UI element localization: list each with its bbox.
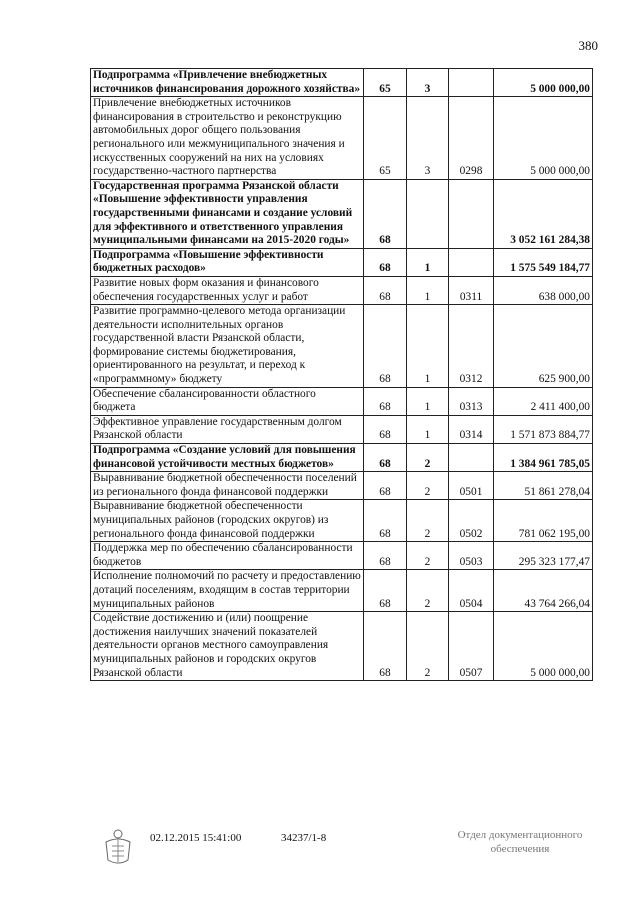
row-code-a-cell: 68	[364, 248, 407, 276]
row-amount-cell: 1 571 873 884,77	[494, 415, 593, 443]
budget-table	[90, 68, 593, 681]
row-name-cell: Исполнение полномочий по расчету и предоставлению дотаций поселениям, входящим в состав территории муниципальных районов	[91, 570, 364, 612]
row-code-b-cell: 2	[407, 570, 449, 612]
row-name-cell: Развитие новых форм оказания и финансового обеспечения государственных услуг и работ	[91, 276, 364, 304]
row-code-a-cell: 68	[364, 179, 407, 248]
row-code-c-cell: 0503	[449, 542, 494, 570]
row-code-b-cell: 2	[407, 612, 449, 681]
table-row	[91, 276, 593, 304]
row-code-b-cell: 3	[407, 97, 449, 180]
row-code-a-cell: 68	[364, 472, 407, 500]
row-code-c-cell: 0501	[449, 472, 494, 500]
footer-date: 02.12.2015 15:41:00	[150, 832, 242, 844]
row-code-a-cell: 68	[364, 612, 407, 681]
row-code-b-cell: 1	[407, 415, 449, 443]
row-amount-cell: 625 900,00	[494, 305, 593, 388]
row-code-b-cell: 3	[407, 69, 449, 97]
stamp-line-2: обеспечения	[490, 843, 550, 855]
footer	[0, 826, 640, 876]
row-amount-cell: 5 000 000,00	[494, 612, 593, 681]
row-name-cell: Эффективное управление государственным долгом Рязанской области	[91, 415, 364, 443]
page-number: 380	[578, 38, 598, 53]
row-code-c-cell: 0298	[449, 97, 494, 180]
row-name-cell: Государственная программа Рязанской области «Повышение эффективности управления государственными финансами и создание условий для эффективного и ответственного управления муниципальными финансами на 2015-2020 годы»	[91, 179, 364, 248]
row-name-cell: Развитие программно-целевого метода организации деятельности исполнительных органов государственной власти Рязанской области, формирование системы бюджетирования, ориентированного на результат, и переход к «программному» бюджету	[91, 305, 364, 388]
row-code-a-cell: 68	[364, 542, 407, 570]
table-row	[91, 97, 593, 180]
row-code-c-cell	[449, 444, 494, 472]
row-amount-cell: 638 000,00	[494, 276, 593, 304]
row-code-c-cell: 0507	[449, 612, 494, 681]
row-code-a-cell: 68	[364, 415, 407, 443]
budget-table-body	[91, 69, 593, 681]
row-code-b-cell: 2	[407, 472, 449, 500]
row-amount-cell: 5 000 000,00	[494, 69, 593, 97]
row-name-cell: Выравнивание бюджетной обеспеченности поселений из регионального фонда финансовой поддержки	[91, 472, 364, 500]
table-row	[91, 612, 593, 681]
stamp-line-1: Отдел документационного	[457, 829, 583, 841]
row-code-a-cell: 68	[364, 305, 407, 388]
row-code-a-cell: 68	[364, 500, 407, 542]
table-row	[91, 570, 593, 612]
row-code-a-cell: 65	[364, 69, 407, 97]
row-code-c-cell: 0504	[449, 570, 494, 612]
row-code-a-cell: 68	[364, 444, 407, 472]
row-code-c-cell: 0311	[449, 276, 494, 304]
row-code-c-cell	[449, 248, 494, 276]
row-name-cell: Подпрограмма «Привлечение внебюджетных источников финансирования дорожного хозяйства»	[91, 69, 364, 97]
row-code-a-cell: 68	[364, 276, 407, 304]
row-amount-cell: 3 052 161 284,38	[494, 179, 593, 248]
table-row	[91, 500, 593, 542]
row-code-b-cell: 1	[407, 276, 449, 304]
row-code-c-cell: 0313	[449, 387, 494, 415]
row-code-a-cell: 65	[364, 97, 407, 180]
row-amount-cell: 43 764 266,04	[494, 570, 593, 612]
row-name-cell: Содействие достижению и (или) поощрение достижения наилучших значений показателей деятельности органов местного самоуправления муниципальных районов и городских округов Рязанской области	[91, 612, 364, 681]
row-name-cell: Поддержка мер по обеспечению сбалансированности бюджетов	[91, 542, 364, 570]
table-row	[91, 472, 593, 500]
footer-doc-number: 34237/1-8	[281, 832, 327, 844]
table-row	[91, 542, 593, 570]
row-code-b-cell: 2	[407, 542, 449, 570]
row-code-c-cell: 0312	[449, 305, 494, 388]
table-row	[91, 444, 593, 472]
table-row	[91, 305, 593, 388]
coat-of-arms-icon	[100, 826, 136, 868]
row-name-cell: Выравнивание бюджетной обеспеченности муниципальных районов (городских округов) из регионального фонда финансовой поддержки	[91, 500, 364, 542]
row-code-c-cell: 0314	[449, 415, 494, 443]
row-code-a-cell: 68	[364, 387, 407, 415]
row-code-b-cell	[407, 179, 449, 248]
row-code-b-cell: 1	[407, 248, 449, 276]
row-amount-cell: 5 000 000,00	[494, 97, 593, 180]
table-row	[91, 248, 593, 276]
row-code-b-cell: 2	[407, 444, 449, 472]
row-name-cell: Подпрограмма «Создание условий для повышения финансовой устойчивости местных бюджетов»	[91, 444, 364, 472]
row-code-b-cell: 2	[407, 500, 449, 542]
row-code-b-cell: 1	[407, 387, 449, 415]
department-stamp	[450, 828, 590, 856]
row-code-a-cell: 68	[364, 570, 407, 612]
row-amount-cell: 2 411 400,00	[494, 387, 593, 415]
table-row	[91, 387, 593, 415]
row-amount-cell: 295 323 177,47	[494, 542, 593, 570]
row-code-c-cell	[449, 69, 494, 97]
row-amount-cell: 51 861 278,04	[494, 472, 593, 500]
row-name-cell: Привлечение внебюджетных источников финансирования в строительство и реконструкцию автомобильных дорог общего пользования региональногo или межмуниципального значения и искусственных сооружений на них на условиях государственно-частного партнерства	[91, 97, 364, 180]
row-code-b-cell: 1	[407, 305, 449, 388]
row-amount-cell: 1 384 961 785,05	[494, 444, 593, 472]
table-row	[91, 179, 593, 248]
row-name-cell: Обеспечение сбалансированности областного бюджета	[91, 387, 364, 415]
table-row	[91, 69, 593, 97]
row-code-c-cell: 0502	[449, 500, 494, 542]
row-name-cell: Подпрограмма «Повышение эффективности бюджетных расходов»	[91, 248, 364, 276]
row-amount-cell: 1 575 549 184,77	[494, 248, 593, 276]
table-row	[91, 415, 593, 443]
row-code-c-cell	[449, 179, 494, 248]
row-amount-cell: 781 062 195,00	[494, 500, 593, 542]
